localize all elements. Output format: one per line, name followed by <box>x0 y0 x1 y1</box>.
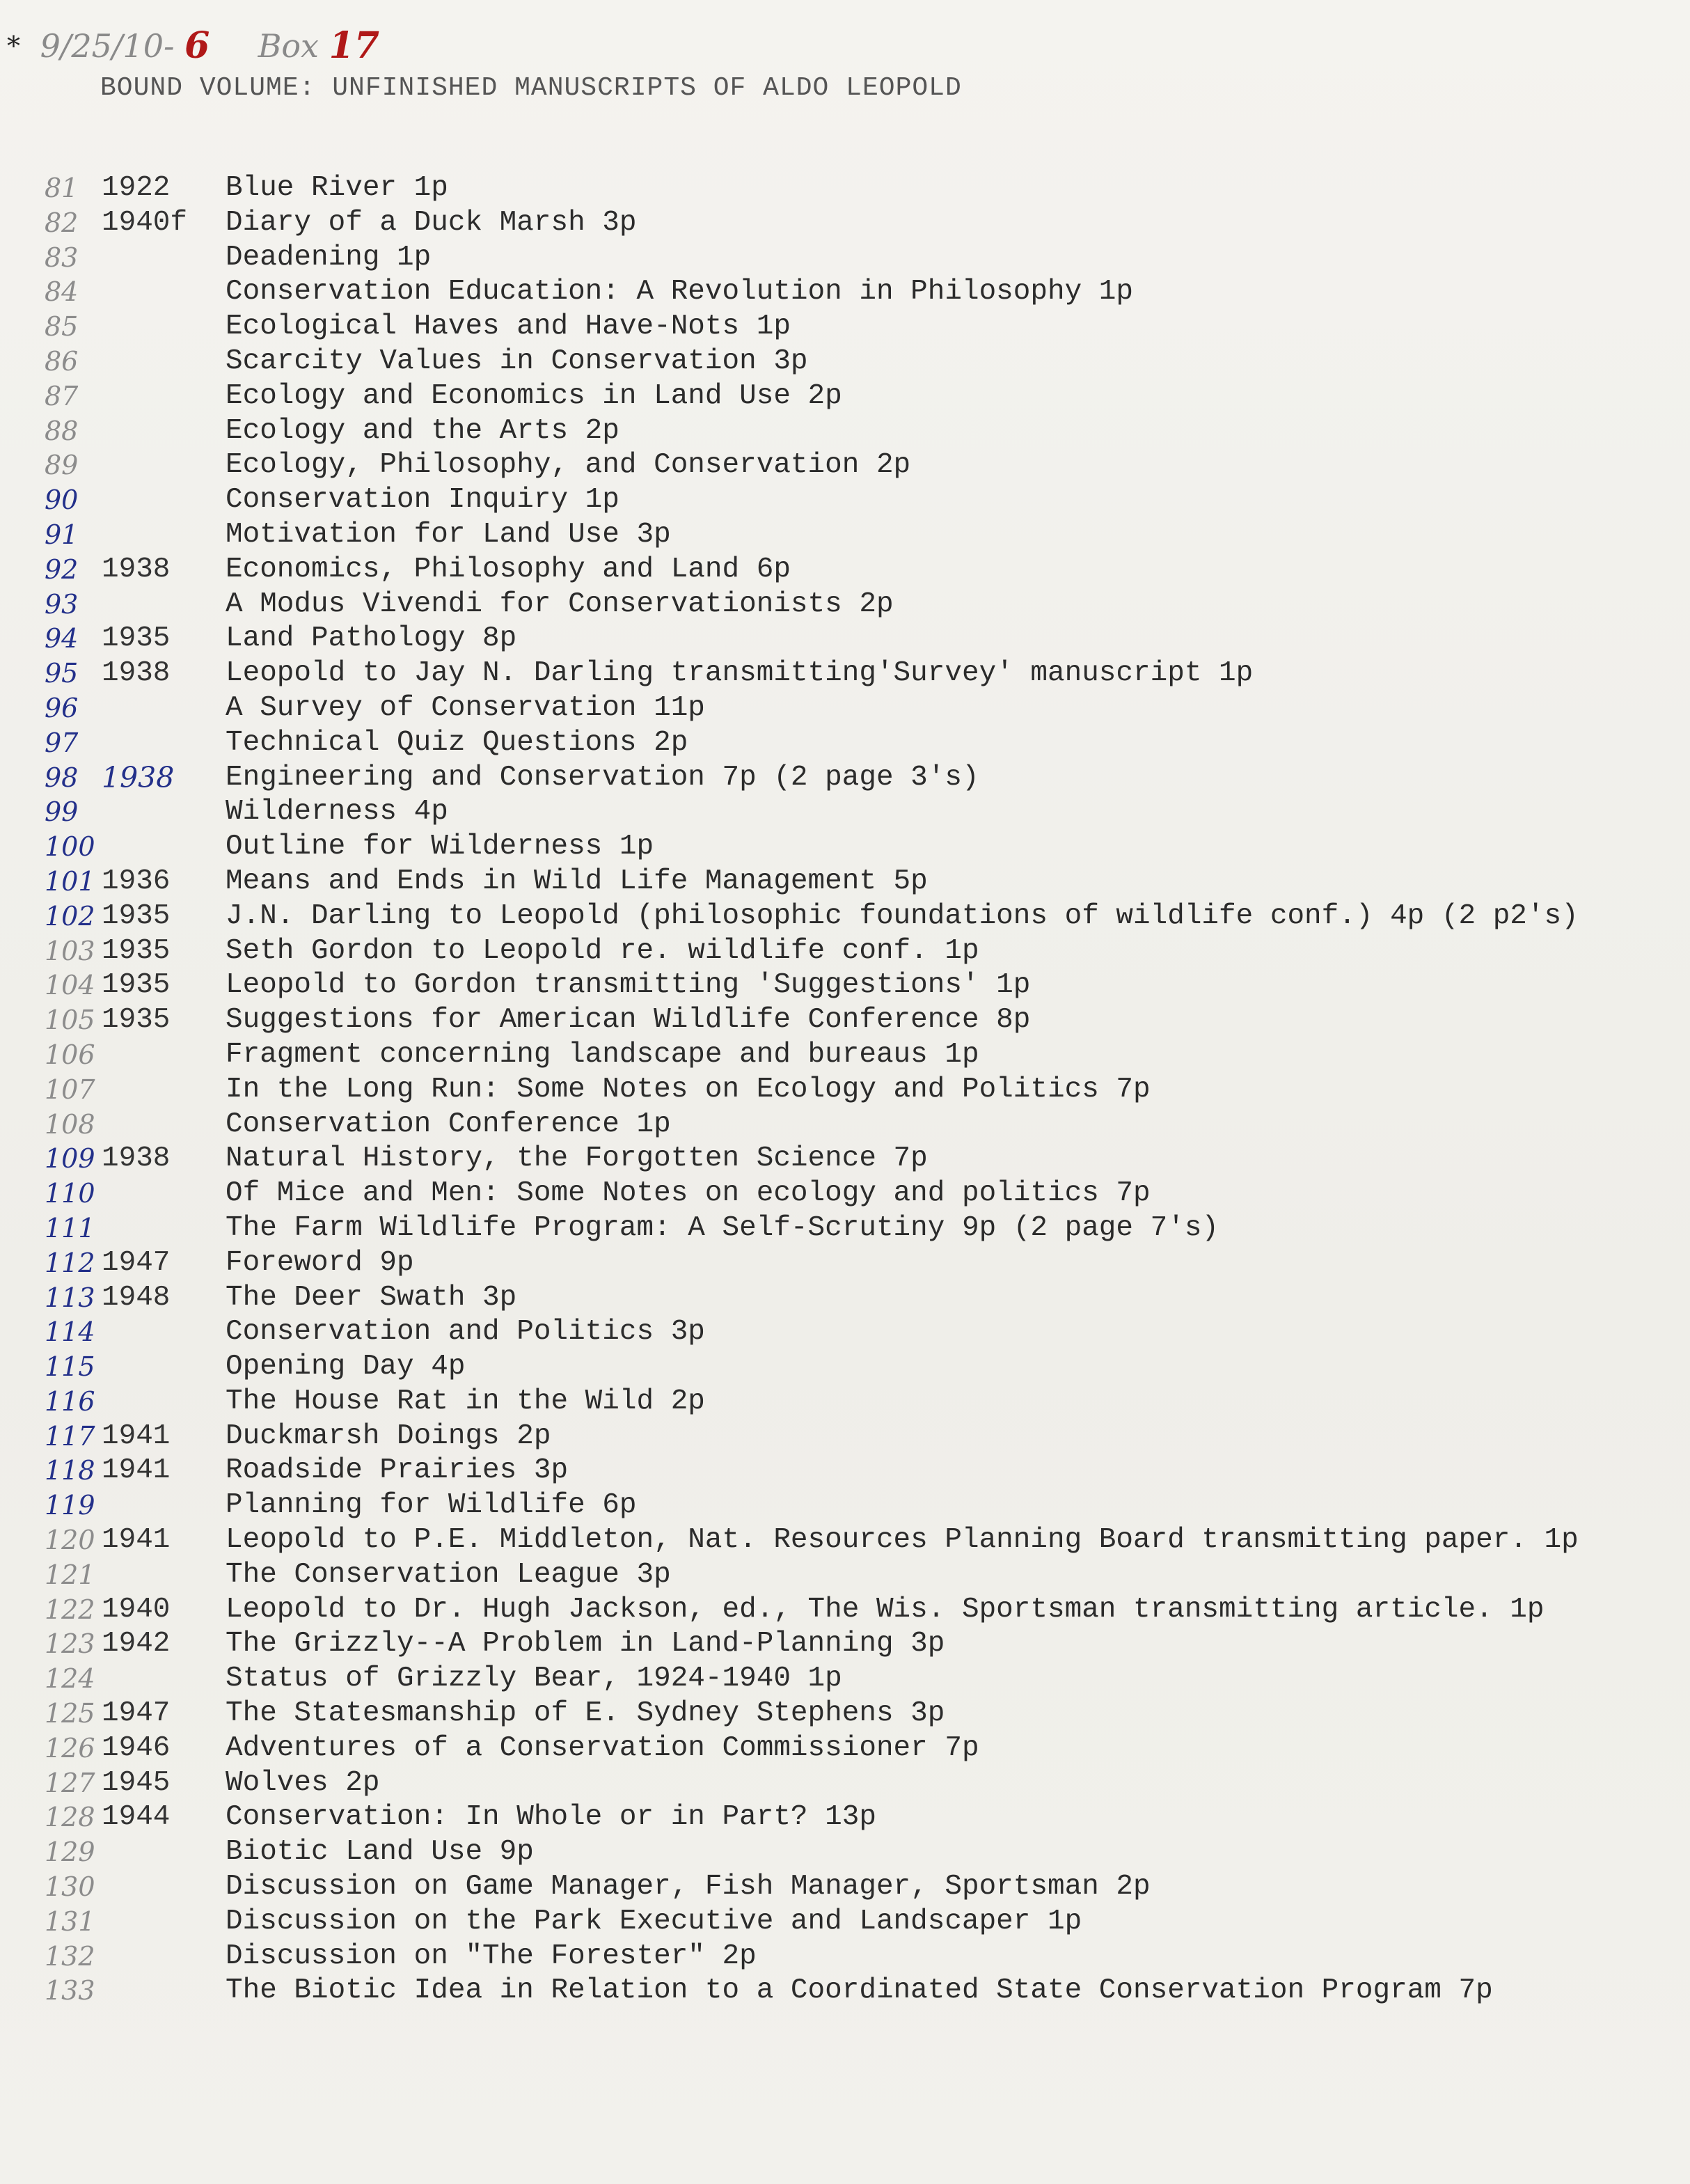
item-number: 84 <box>45 276 79 308</box>
item-year: 1936 <box>102 865 171 897</box>
item-number: 89 <box>45 450 79 481</box>
item-title: Leopold to P.E. Middleton, Nat. Resources Planning Board transmitting paper. 1p <box>226 1524 1579 1557</box>
item-number: 131 <box>45 1906 95 1937</box>
item-number: 108 <box>45 1108 95 1140</box>
list-item <box>0 1037 1690 1072</box>
item-number: 101 <box>45 865 95 897</box>
item-year: 1944 <box>102 1801 171 1834</box>
item-year: 1938 <box>102 760 175 794</box>
item-year: 1945 <box>102 1766 171 1799</box>
list-item <box>0 1696 1690 1731</box>
item-number: 85 <box>45 311 79 343</box>
list-item <box>0 899 1690 934</box>
item-number: 99 <box>45 796 79 828</box>
item-number: 120 <box>45 1525 95 1556</box>
item-number: 87 <box>45 380 79 411</box>
item-number: 133 <box>45 1975 95 2006</box>
item-title: Ecology, Philosophy, and Conservation 2p <box>226 449 911 482</box>
item-number: 100 <box>45 831 95 863</box>
list-item <box>0 1973 1690 2008</box>
item-number: 121 <box>45 1559 95 1590</box>
list-item <box>0 1072 1690 1107</box>
item-year: 1935 <box>102 934 171 967</box>
list-item <box>0 309 1690 344</box>
handwritten-header <box>7 15 633 71</box>
item-number: 94 <box>45 623 79 654</box>
item-year: 1941 <box>102 1454 171 1487</box>
item-title: Ecology and the Arts 2p <box>226 414 619 447</box>
list-item <box>0 1349 1690 1384</box>
item-number: 117 <box>45 1420 95 1452</box>
item-year: 1935 <box>102 622 171 655</box>
item-year: 1941 <box>102 1420 171 1452</box>
item-title: Conservation Conference 1p <box>226 1108 671 1140</box>
item-title: Of Mice and Men: Some Notes on ecology and politics 7p <box>226 1177 1151 1210</box>
item-title: The Deer Swath 3p <box>226 1281 517 1314</box>
list-item <box>0 344 1690 379</box>
item-number: 111 <box>45 1212 95 1243</box>
list-item <box>0 1523 1690 1557</box>
item-number: 113 <box>45 1282 95 1313</box>
asterisk-mark: * <box>7 31 20 61</box>
item-number: 130 <box>45 1871 95 1903</box>
item-title: Foreword 9p <box>226 1246 414 1279</box>
list-item <box>0 621 1690 656</box>
item-title: Duckmarsh Doings 2p <box>226 1420 551 1452</box>
item-title: The Biotic Idea in Relation to a Coordinated State Conservation Program 7p <box>226 1974 1493 2007</box>
item-number: 127 <box>45 1767 95 1798</box>
item-title: J.N. Darling to Leopold (philosophic foundations of wildlife conf.) 4p (2 p2's) <box>226 899 1579 932</box>
item-title: Leopold to Dr. Hugh Jackson, ed., The Wis. Sportsman transmitting article. 1p <box>226 1593 1545 1626</box>
item-title: A Survey of Conservation 11p <box>226 691 705 724</box>
list-item <box>0 552 1690 587</box>
list-item <box>0 1592 1690 1627</box>
item-title: Scarcity Values in Conservation 3p <box>226 345 808 377</box>
item-title: In the Long Run: Some Notes on Ecology and Politics 7p <box>226 1073 1151 1106</box>
list-item <box>0 1835 1690 1869</box>
item-number: 126 <box>45 1732 95 1763</box>
item-title: Fragment concerning landscape and bureaus 1p <box>226 1038 979 1071</box>
item-year: 1935 <box>102 899 171 932</box>
list-item <box>0 1800 1690 1835</box>
list-item <box>0 171 1690 205</box>
list-item <box>0 1419 1690 1454</box>
item-title: Land Pathology 8p <box>226 622 517 655</box>
item-title: Discussion on "The Forester" 2p <box>226 1940 757 1972</box>
item-number: 125 <box>45 1698 95 1729</box>
item-title: Discussion on Game Manager, Fish Manager, Sportsman 2p <box>226 1871 1151 1903</box>
item-year: 1940f <box>102 206 188 239</box>
box-number: 17 <box>329 24 380 67</box>
item-number: 107 <box>45 1074 95 1105</box>
item-year: 1947 <box>102 1246 171 1279</box>
list-item <box>0 274 1690 309</box>
list-item <box>0 448 1690 482</box>
list-item <box>0 414 1690 448</box>
item-title: Suggestions for American Wildlife Conference 8p <box>226 1004 1031 1037</box>
item-year: 1942 <box>102 1628 171 1660</box>
item-number: 83 <box>45 242 79 273</box>
item-number: 110 <box>45 1178 95 1209</box>
item-year: 1938 <box>102 657 171 690</box>
list-item <box>0 1314 1690 1349</box>
item-title: Conservation: In Whole or in Part? 13p <box>226 1801 876 1834</box>
item-title: Adventures of a Conservation Commissioner 7p <box>226 1731 979 1764</box>
list-item <box>0 794 1690 829</box>
item-number: 88 <box>45 415 79 446</box>
list-item <box>0 1488 1690 1523</box>
item-number: 96 <box>45 692 79 723</box>
list-item <box>0 760 1690 795</box>
item-number: 129 <box>45 1837 95 1868</box>
item-year: 1948 <box>102 1281 171 1314</box>
item-title: Conservation Education: A Revolution in Philosophy 1p <box>226 276 1134 308</box>
list-item <box>0 1246 1690 1280</box>
item-title: Conservation and Politics 3p <box>226 1316 705 1349</box>
document-title: BOUND VOLUME: UNFINISHED MANUSCRIPTS OF ALDO LEOPOLD <box>100 73 962 103</box>
manuscript-list <box>0 171 1690 2008</box>
list-item <box>0 1384 1690 1419</box>
item-number: 112 <box>45 1247 95 1278</box>
item-number: 119 <box>45 1490 95 1521</box>
item-number: 116 <box>45 1385 95 1417</box>
list-item <box>0 1869 1690 1904</box>
list-item <box>0 1211 1690 1246</box>
item-title: Seth Gordon to Leopold re. wildlife conf. 1p <box>226 934 979 967</box>
item-number: 106 <box>45 1039 95 1070</box>
item-title: Wolves 2p <box>226 1766 380 1799</box>
item-title: Ecological Haves and Have-Nots 1p <box>226 311 791 343</box>
item-number: 93 <box>45 588 79 620</box>
item-title: Leopold to Jay N. Darling transmitting'Survey' manuscript 1p <box>226 657 1254 690</box>
item-title: Discussion on the Park Executive and Landscaper 1p <box>226 1905 1082 1938</box>
item-title: Leopold to Gordon transmitting 'Suggestions' 1p <box>226 969 1031 1002</box>
box-label: Box <box>258 27 319 65</box>
list-item <box>0 482 1690 517</box>
item-number: 98 <box>45 762 79 793</box>
list-item <box>0 1280 1690 1315</box>
item-title: Opening Day 4p <box>226 1351 466 1383</box>
item-number: 122 <box>45 1594 95 1625</box>
item-title: The Farm Wildlife Program: A Self-Scrutiny 9p (2 page 7's) <box>226 1211 1219 1244</box>
list-item <box>0 517 1690 552</box>
item-number: 115 <box>45 1351 95 1383</box>
item-title: Motivation for Land Use 3p <box>226 518 671 551</box>
list-item <box>0 240 1690 275</box>
item-year: 1938 <box>102 1142 171 1175</box>
item-title: Ecology and Economics in Land Use 2p <box>226 379 842 412</box>
item-year: 1940 <box>102 1593 171 1626</box>
item-number: 109 <box>45 1143 95 1175</box>
item-year: 1935 <box>102 1004 171 1037</box>
list-item <box>0 934 1690 968</box>
item-number: 104 <box>45 970 95 1001</box>
item-number: 132 <box>45 1940 95 1972</box>
list-item <box>0 864 1690 899</box>
item-title: Outline for Wilderness 1p <box>226 831 654 863</box>
item-title: Planning for Wildlife 6p <box>226 1489 637 1522</box>
list-item <box>0 1557 1690 1592</box>
item-title: Means and Ends in Wild Life Management 5p <box>226 865 928 897</box>
item-year: 1935 <box>102 969 171 1002</box>
item-title: Economics, Philosophy and Land 6p <box>226 553 791 586</box>
item-title: Technical Quiz Questions 2p <box>226 726 688 759</box>
list-item <box>0 1766 1690 1800</box>
list-item <box>0 1107 1690 1142</box>
item-number: 86 <box>45 345 79 377</box>
item-number: 97 <box>45 727 79 758</box>
item-number: 114 <box>45 1317 95 1348</box>
item-number: 92 <box>45 553 79 585</box>
item-title: A Modus Vivendi for Conservationists 2p <box>226 588 894 620</box>
item-number: 95 <box>45 658 79 689</box>
list-item <box>0 1003 1690 1037</box>
list-item <box>0 1904 1690 1939</box>
item-title: Deadening 1p <box>226 241 432 274</box>
folder-number: 6 <box>184 24 210 67</box>
date-note: 9/25/10- <box>40 27 175 65</box>
list-item <box>0 1939 1690 1974</box>
item-number: 102 <box>45 900 95 932</box>
list-item <box>0 1626 1690 1661</box>
list-item <box>0 1661 1690 1696</box>
item-number: 123 <box>45 1628 95 1660</box>
item-title: The Grizzly--A Problem in Land-Planning 3p <box>226 1628 945 1660</box>
item-number: 103 <box>45 935 95 966</box>
item-title: Status of Grizzly Bear, 1924-1940 1p <box>226 1663 842 1695</box>
list-item <box>0 1141 1690 1176</box>
item-title: The Statesmanship of E. Sydney Stephens 3p <box>226 1697 945 1730</box>
item-number: 82 <box>45 207 79 238</box>
list-item <box>0 205 1690 240</box>
item-title: Roadside Prairies 3p <box>226 1454 569 1487</box>
item-year: 1947 <box>102 1697 171 1730</box>
item-year: 1946 <box>102 1731 171 1764</box>
list-item <box>0 829 1690 864</box>
list-item <box>0 587 1690 622</box>
item-title: Biotic Land Use 9p <box>226 1836 534 1869</box>
item-number: 124 <box>45 1663 95 1695</box>
item-year: 1941 <box>102 1524 171 1557</box>
item-number: 91 <box>45 519 79 550</box>
item-title: The House Rat in the Wild 2p <box>226 1385 705 1417</box>
list-item <box>0 1176 1690 1211</box>
list-item <box>0 968 1690 1003</box>
item-title: Diary of a Duck Marsh 3p <box>226 206 637 239</box>
list-item <box>0 1453 1690 1488</box>
item-title: Natural History, the Forgotten Science 7p <box>226 1142 928 1175</box>
list-item <box>0 725 1690 760</box>
list-item <box>0 656 1690 691</box>
item-title: Conservation Inquiry 1p <box>226 484 619 517</box>
item-number: 128 <box>45 1802 95 1833</box>
item-title: Wilderness 4p <box>226 796 448 828</box>
item-year: 1938 <box>102 553 171 586</box>
list-item <box>0 691 1690 725</box>
item-title: The Conservation League 3p <box>226 1558 671 1591</box>
item-title: Blue River 1p <box>226 172 448 204</box>
list-item <box>0 1731 1690 1766</box>
list-item <box>0 379 1690 414</box>
item-number: 105 <box>45 1005 95 1036</box>
item-number: 81 <box>45 173 79 203</box>
item-title: Engineering and Conservation 7p (2 page 3's) <box>226 761 979 794</box>
item-number: 90 <box>45 485 79 516</box>
item-number: 118 <box>45 1455 95 1486</box>
item-year: 1922 <box>102 172 171 204</box>
